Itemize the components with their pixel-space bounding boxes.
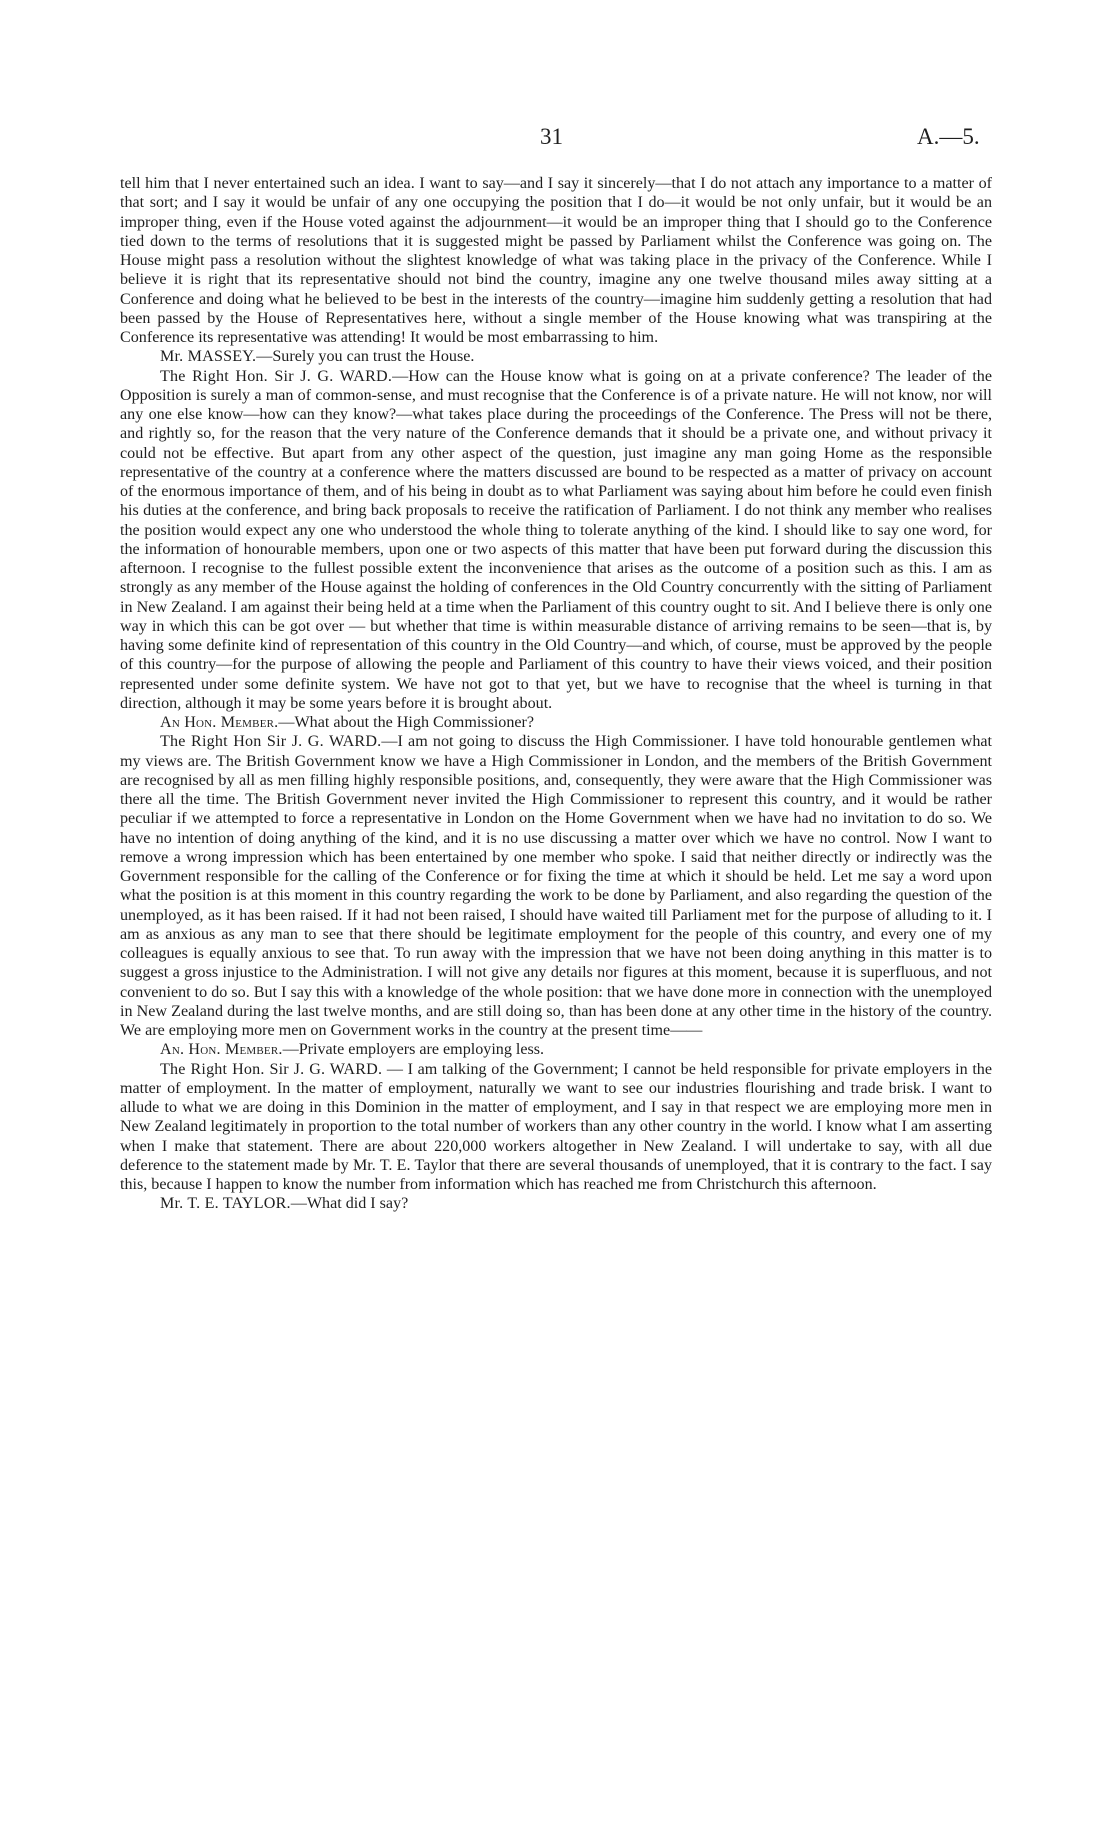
paragraph-interjection-member — [120, 1040, 992, 1059]
paragraph-text: —Surely you can trust the House. — [256, 348, 475, 366]
paragraph-speech-ward — [120, 1060, 992, 1195]
paragraph-speech-ward — [120, 367, 992, 714]
page-number: 31 — [540, 124, 563, 149]
paragraph-text: —What about the High Commissioner? — [278, 714, 535, 731]
speaker-name: The Right Hon. Sir J. G. WARD. — [160, 1060, 383, 1078]
paragraph-text: —How can the House know what is going on at a private conference? The leader of the Opposition is surely a man of common-sense, and must recognise that the Conference is of a private nature. He will not know, nor will any one else know—how can they know?—what takes place during the proceedings of the Conference. The Press will not be there, and rightly so, for the reason that the very nature of the Conference demands that it should be a private one, and without privacy it could not be effective. But apart from any other aspect of the question, just imagine any man going Home as the responsible representative of the country at a conference where the matters discussed are bound to be respected as a matter of privacy on account of the enormous importance of them, and of his being in doubt as to what Parliament was saying about him before he could even finish his duties at the conference, and bring back proposals to receive the ratification of Parliament. I do not think any member who realises the position would expect any one who understood the whole thing to tolerate anything of the kind. I should like to say one word, for the information of honourable members, upon one or two aspects of this matter that have been put forward during the discussion this afternoon. I recognise to the fullest possible extent the inconvenience that arises as the outcome of a position such as this. I am as strongly as any member of the House against the holding of conferences in the Old Country concurrently with the sitting of Parliament in New Zealand. I am against their being held at a time when the Parliament of this country ought to sit. And I believe there is only one way in which this can be got over — but whether that time is within measurable distance of arriving remains to be seen—that is, by having some definite kind of representation of this country in the Old Country—and which, of course, must be approved by the people of this country—for the purpose of allowing the people and Parliament of this country to have their views voiced, and their position represented under some definite system. We have not got to that yet, but we have to recognise that the wheel is turning in that direction, although it may be some years before it is brought about. — [120, 367, 992, 712]
paragraph-interjection-taylor — [120, 1194, 992, 1213]
speaker-name: The Right Hon Sir J. G. WARD. — [160, 733, 382, 751]
paragraph-speech-ward — [120, 732, 992, 1040]
document-reference: A.—5. — [917, 124, 980, 149]
paragraph-text: — I am talking of the Government; I cannot be held responsible for private employers in the matter of employment. In the matter of employment, naturally we want to see our industries flourishing and trade brisk. I want to allude to what we are doing in this Dominion in the matter of employment, and I say in that respect we are employing more men in New Zealand legitimately in proportion to the total number of workers than any other country in the world. I know what I am asserting when I make that statement. There are about 220,000 workers altogether in New Zealand. I will undertake to say, with all due deference to the statement made by Mr. T. E. Taylor that there are several thousands of unemployed, that it is contrary to the fact. I say this, because I happen to know the number from information which has reached me from Christchurch this afternoon. — [120, 1060, 992, 1193]
paragraph-text: —Private employers are employing less. — [282, 1041, 545, 1059]
speaker-name: The Right Hon. Sir J. G. WARD. — [160, 367, 393, 385]
speaker-name: Mr. T. E. TAYLOR. — [160, 1195, 291, 1213]
paragraph-interjection-member — [120, 713, 992, 732]
speaker-name: An Hon. Member. — [160, 714, 279, 731]
paragraph-interjection-massey — [120, 347, 992, 366]
paragraph-text: —I am not going to discuss the High Commissioner. I have told honourable gentlemen what my views are. The British Government know we have a High Commissioner in London, and the members of the British Government are recognised by all as men filling highly responsible positions, and, consequently, they were aware that the High Commissioner was there all the time. The British Government never invited the High Commissioner to represent this country, and it would be rather peculiar if we attempted to force a representative in London on the Home Government when we have had no invitation to do so. We have no intention of doing anything of the kind, and it is no use discussing a matter over which we have no control. Now I want to remove a wrong impression which has been entertained by one member who spoke. I said that neither directly or indirectly was the Government responsible for the calling of the Conference or for fixing the time at which it should be held. Let me say a word upon what the position is at this moment in this country regarding the work to be done by Parliament, and also regarding the question of the unemployed, as it has been raised. If it had not been raised, I should have waited till Parliament met for the purpose of alluding to it. I am as anxious as any man to see that there should be legitimate employment for the people of this country, and every one of my colleagues is equally anxious to see that. To run away with the impression that we have not been doing anything in this matter is to suggest a gross injustice to the Administration. I will not give any details nor figures at this moment, because it is superfluous, and not convenient to do so. But I say this with a knowledge of the whole position: that we have done more in connection with the unemployed in New Zealand during the last twelve months, and are still doing so, than has been done at any other time in the history of the country. We are employing more men on Government works in the country at the present time—— — [120, 733, 992, 1039]
paragraph-text: tell him that I never entertained such an idea. I want to say—and I say it sincerely—that I do not attach any importance to a matter of that sort; and I say it would be unfair of any one occupying the position that I do—it would be not only unfair, but it would be an improper thing, even if the House voted against the adjournment—it would be an improper thing that I should go to the Conference tied down to the terms of resolutions that it is suggested might be passed by Parliament whilst the Conference was going on. The House might pass a resolution without the slightest knowledge of what was taking place in the privacy of the Conference. While I believe it is right that its representative should not bind the country, imagine any one twelve thousand miles away sitting at a Conference and doing what he believed to be best in the interests of the country—imagine him suddenly getting a resolution that had been passed by the House of Representatives here, without a single member of the House knowing what was transpiring at the Conference its representative was attending! It would be most embarrassing to him. — [120, 175, 992, 346]
page-header — [0, 124, 1114, 154]
paragraph-continuation — [120, 174, 992, 347]
speaker-name: An. Hon. Member. — [160, 1041, 283, 1059]
speaker-name: Mr. MASSEY. — [160, 348, 257, 366]
paragraph-text: —What did I say? — [290, 1195, 409, 1213]
body-text — [120, 174, 992, 1214]
